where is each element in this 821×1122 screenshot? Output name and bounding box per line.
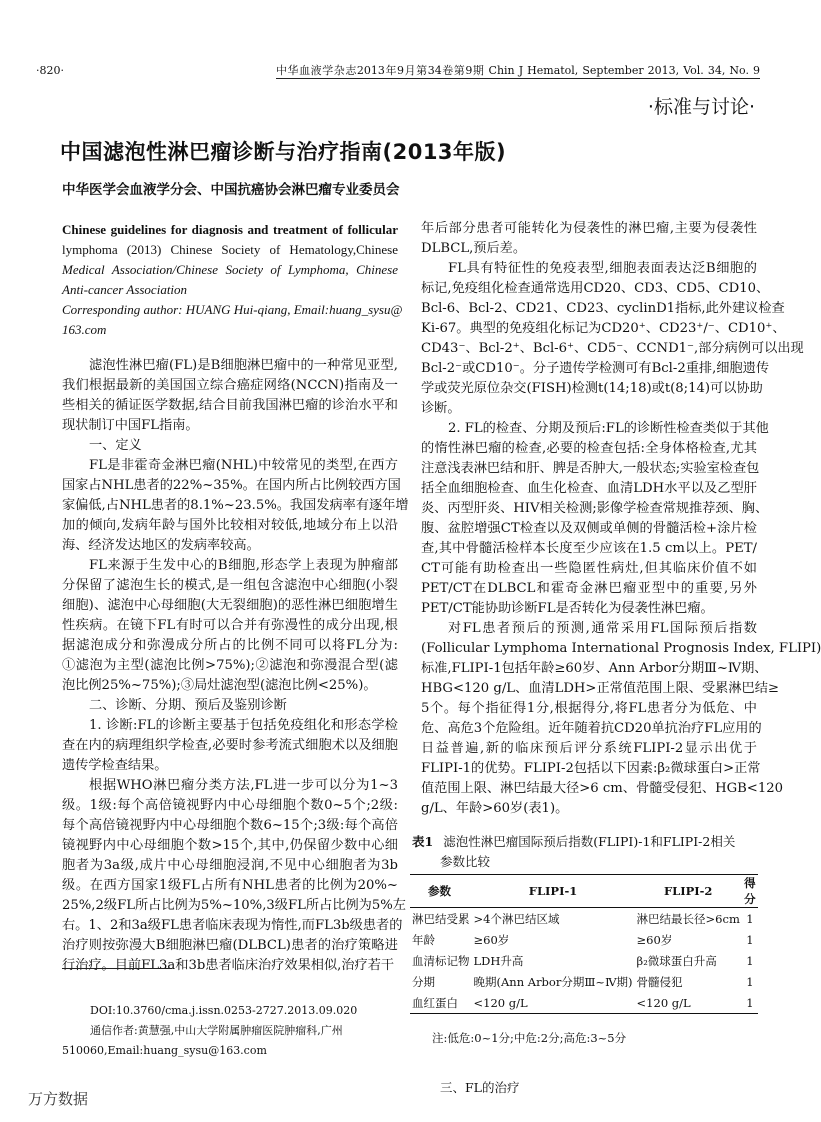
- table-cell: 淋巴结最长径>6cm: [636, 911, 740, 926]
- paragraph-line: 注意浅表淋巴结和肝、脾是否肿大,一般状态;实验室检查包: [421, 461, 760, 476]
- paragraph-line: 现状制订中国FL指南。: [62, 418, 199, 433]
- table-header-cell: FLIPI-2: [663, 884, 713, 898]
- table-cell: 1: [746, 911, 754, 926]
- page-number: ·820·: [36, 64, 64, 77]
- paragraph-line: 5个。每个指征得1分,根据得分,将FL患者分为低危、中: [421, 701, 757, 716]
- paragraph-line: (Follicular Lymphoma International Prognosis Index, FLIPI): [421, 641, 821, 656]
- footnotes: [62, 1001, 398, 1061]
- corresponding-author: 通信作者:黄慧强,中山大学附属肿瘤医院肿瘤科,广州: [90, 1024, 343, 1037]
- table-row: [410, 950, 758, 971]
- paragraph-line: CT可能有助检查出一些隐匿性病灶,但其临床价值不如: [421, 561, 757, 576]
- table-cell: 1: [746, 995, 754, 1010]
- paragraph-line: 值范围上限、淋巴结最大径>6 cm、骨髓受侵犯、HGB<120: [421, 781, 784, 796]
- paragraph-line: 腹、盆腔增强CT检查以及双侧或单侧的骨髓活检+涂片检: [421, 521, 757, 536]
- paragraph-line: 标准,FLIPI-1包括年龄≥60岁、Ann Arbor分期Ⅲ~Ⅳ期、: [421, 661, 768, 676]
- english-abstract-line: lymphoma (2013) Chinese Society of Hematology,Chinese: [62, 242, 398, 257]
- paragraph-line: Bcl-6、Bcl-2、CD21、CD23、cyclinD1指标,此外建议检查: [421, 301, 785, 316]
- paragraph-line: 的惰性淋巴瘤的检查,必要的检查包括:全身体格检查,尤其: [421, 441, 757, 456]
- table-cell: 淋巴结受累: [412, 911, 470, 926]
- paragraph-line: 2. FL的检查、分期及预后:FL的诊断性检查类似于其他: [448, 421, 769, 436]
- paragraph-line: 诊断。: [421, 401, 461, 416]
- section-heading: 二、诊断、分期、预后及鉴别诊断: [89, 698, 287, 713]
- paragraph-line: FL具有特征性的免疫表型,细胞表面表达泛B细胞的: [448, 261, 757, 276]
- table-row: [410, 908, 758, 930]
- paragraph-line: 根据WHO淋巴瘤分类方法,FL进一步可以分为1~3: [89, 778, 398, 793]
- table-cell: 1: [746, 932, 754, 947]
- paragraph-line: 据滤泡成分和弥漫成分所占的比例不同可以将FL分为:: [62, 638, 398, 653]
- paragraph-line: 镜视野内中心母细胞个数>15个,其中,仍保留少数中心细: [62, 838, 398, 853]
- watermark: 万方数据: [28, 1090, 89, 1108]
- paragraph-line: 我们根据最新的美国国立综合癌症网络(NCCN)指南及一: [62, 378, 398, 393]
- paragraph-line: 加的倾向,发病年龄与国外比较相对较低,地域分布上以沿: [62, 518, 398, 533]
- table-row: [410, 992, 758, 1014]
- table-cell: 年龄: [412, 932, 435, 947]
- section-heading: 一、定义: [89, 438, 142, 453]
- paragraph-line: 对FL患者预后的预测,通常采用FL国际预后指数: [448, 621, 757, 636]
- paragraph-line: DLBCL,预后差。: [421, 241, 527, 256]
- paragraph-line: 查,其中骨髓活检样本长度至少应该在1.5 cm以上。PET/: [421, 541, 757, 556]
- paragraph-line: 1. 诊断:FL的诊断主要基于包括免疫组化和形态学检: [89, 718, 398, 733]
- table-cell: ≥60岁: [473, 932, 510, 947]
- paragraph-line: 级。在西方国家1级FL占所有NHL患者的比例为20%~: [62, 878, 398, 893]
- paragraph-line: Ki-67。典型的免疫组化标记为CD20⁺、CD23⁺/⁻、CD10⁺、: [421, 321, 786, 336]
- table-cell: LDH升高: [473, 953, 524, 968]
- paragraph-line: 家偏低,占NHL患者的8.1%~23.5%。我国发病率有逐年增: [62, 498, 409, 513]
- table-cell: ≥60岁: [636, 932, 673, 947]
- paragraph-line: ①滤泡为主型(滤泡比例>75%);②滤泡和弥漫混合型(滤: [62, 658, 398, 673]
- table-caption-line-2: 参数比较: [440, 854, 491, 869]
- table-row: [410, 971, 758, 992]
- paragraph-line: 滤泡性淋巴瘤(FL)是B细胞淋巴瘤中的一种常见亚型,: [89, 358, 398, 373]
- table-cell: >4个淋巴结区域: [473, 911, 560, 926]
- paragraph-line: 括全血细胞检查、血生化检查、血清LDH水平以及乙型肝: [421, 481, 757, 496]
- paragraph-line: g/L、年龄>60岁(表1)。: [421, 801, 569, 816]
- paragraph-line: 行治疗。目前FL3a和3b患者临床治疗效果相似,治疗若干: [62, 958, 395, 973]
- section-label: ·标准与讨论·: [647, 96, 755, 118]
- paragraph-line: 级。1级:每个高倍镜视野内中心母细胞个数0~5个;2级:: [62, 798, 398, 813]
- paragraph-line: 日益普遍,新的临床预后评分系统FLIPI-2显示出优于: [421, 741, 757, 756]
- left-column: [62, 220, 409, 976]
- paragraph-line: 标记,免疫组化检查通常选用CD20、CD3、CD5、CD10、: [421, 281, 770, 296]
- paragraph-line: 治疗则按弥漫大B细胞淋巴瘤(DLBCL)患者的治疗策略进: [62, 938, 398, 953]
- section-heading-treatment: 三、FL的治疗: [440, 1080, 520, 1095]
- table-cell: 血清标记物: [412, 953, 470, 968]
- paragraph-line: 些相关的循证医学数据,结合目前我国淋巴瘤的诊治水平和: [62, 398, 398, 413]
- paragraph-line: 胞者为3a级,成片中心母细胞浸润,不见中心细胞者为3b: [62, 858, 398, 873]
- table-cell: <120 g/L: [473, 995, 528, 1010]
- paragraph-line: 分保留了滤泡生长的模式,是一组包含滤泡中心细胞(小裂: [62, 578, 398, 593]
- english-abstract-line: 163.com: [62, 322, 107, 337]
- paragraph-line: PET/CT能协助诊断FL是否转化为侵袭性淋巴瘤。: [421, 601, 714, 616]
- paragraph-line: CD43⁻、Bcl-2⁺、Bcl-6⁺、CD5⁻、CCND1⁻,部分病例可以出现: [421, 341, 804, 356]
- article-authors: 中华医学会血液学分会、中国抗癌协会淋巴瘤专业委员会: [62, 182, 400, 198]
- table-caption: [412, 832, 735, 872]
- article-title: 中国滤泡性淋巴瘤诊断与治疗指南(2013年版): [60, 140, 507, 164]
- paragraph-line: PET/CT在DLBCL和霍奇金淋巴瘤亚型中的重要,另外: [421, 581, 757, 596]
- paragraph-line: FLIPI-1的优势。FLIPI-2包括以下因素:β₂微球蛋白>正常: [421, 761, 761, 776]
- english-abstract-line: Medical Association/Chinese Society of Lymphoma, Chinese: [62, 262, 398, 277]
- paragraph-line: 危、高危3个危险组。近年随着抗CD20单抗治疗FL应用的: [421, 721, 762, 736]
- flipi-table: [410, 874, 758, 1014]
- paragraph-line: 性疾病。在镜下FL有时可以合并有弥漫性的成分出现,根: [62, 618, 398, 633]
- paragraph-line: 国家占NHL患者的22%~35%。在国内所占比例较西方国: [62, 478, 401, 493]
- paragraph-line: 年后部分患者可能转化为侵袭性的淋巴瘤,主要为侵袭性: [421, 221, 757, 236]
- right-column: [421, 219, 821, 819]
- table-cell: 血红蛋白: [412, 995, 458, 1010]
- paragraph-line: 每个高倍镜视野内中心母细胞个数6~15个;3级:每个高倍: [62, 818, 398, 833]
- paragraph-line: 遗传学检查结果。: [62, 758, 168, 773]
- table-cell: 分期: [412, 974, 435, 989]
- table-label: 表1: [412, 834, 434, 849]
- table-header-cell: 参数: [428, 884, 451, 898]
- footnote-separator: [62, 968, 172, 969]
- paragraph-line: 细胞)、滤泡中心母细胞(大无裂细胞)的恶性淋巴细胞增生: [62, 598, 398, 613]
- table-cell: 1: [746, 953, 754, 968]
- table-caption-line-1: 滤泡性淋巴瘤国际预后指数(FLIPI)-1和FLIPI-2相关: [443, 834, 736, 849]
- paragraph-line: 海、经济发达地区的发病率较高。: [62, 538, 260, 553]
- paragraph-line: HBG<120 g/L、血清LDH>正常值范围上限、受累淋巴结≥: [421, 681, 779, 696]
- english-abstract-line: Chinese guidelines for diagnosis and treatment of follicular: [62, 222, 398, 237]
- paragraph-line: 炎、丙型肝炎、HIV相关检测;影像学检查常规推荐颈、胸、: [421, 501, 769, 516]
- paragraph-line: Bcl-2⁻或CD10⁻。分子遗传学检测可有Bcl-2重排,细胞遗传: [421, 361, 770, 376]
- table-cell: 晚期(Ann Arbor分期Ⅲ~Ⅳ期): [473, 974, 633, 989]
- table-header-cell: FLIPI-1: [528, 884, 578, 898]
- english-abstract-line: Corresponding author: HUANG Hui-qiang, Email:huang_sysu@: [62, 302, 403, 317]
- corresponding-author-contact: 510060,Email:huang_sysu@163.com: [62, 1044, 267, 1057]
- paragraph-line: FL是非霍奇金淋巴瘤(NHL)中较常见的类型,在西方: [89, 458, 398, 473]
- journal-header: 中华血液学杂志2013年9月第34卷第9期 Chin J Hematol, September 2013, Vol. 34, No. 9: [276, 64, 760, 77]
- paragraph-line: 25%,2级FL所占比例为5%~10%,3级FL所占比例为5%左: [62, 898, 406, 913]
- doi: DOI:10.3760/cma.j.issn.0253-2727.2013.09.020: [90, 1004, 358, 1017]
- table-cell: 骨髓侵犯: [636, 974, 683, 989]
- paragraph-line: FL来源于生发中心的B细胞,形态学上表现为肿瘤部: [89, 558, 398, 573]
- paragraph-line: 查在内的病理组织学检查,必要时参考流式细胞术以及细胞: [62, 738, 398, 753]
- table-header-cell: 得分: [744, 876, 756, 906]
- table-header-row: [410, 875, 758, 908]
- table-note: 注:低危:0~1分;中危:2分;高危:3~5分: [432, 1031, 627, 1045]
- english-abstract-line: Anti-cancer Association: [62, 282, 188, 297]
- paragraph-line: 泡比例25%~75%);③局灶滤泡型(滤泡比例<25%)。: [62, 678, 377, 693]
- paragraph-line: 学或荧光原位杂交(FISH)检测t(14;18)或t(8;14)可以协助: [421, 381, 763, 396]
- table-cell: 1: [746, 974, 754, 989]
- table-row: [410, 929, 758, 950]
- paragraph-line: 右。1、2和3a级FL患者临床表现为惰性,而FL3b级患者的: [62, 918, 403, 933]
- table-cell: <120 g/L: [636, 995, 691, 1010]
- table-cell: β₂微球蛋白升高: [636, 953, 717, 968]
